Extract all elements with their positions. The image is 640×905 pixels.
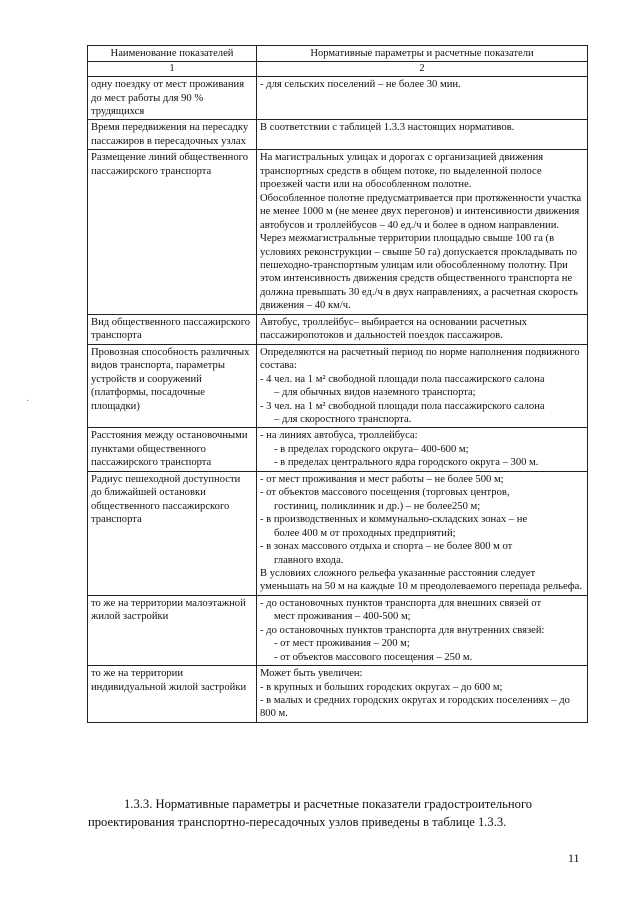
parameters-cell xyxy=(257,428,588,471)
indicator-name-cell: Радиус пешеходной доступности до ближайшей остановки общественного пассажирского транспорта xyxy=(88,471,257,595)
parameter-line: Определяются на расчетный период по норме наполнения подвижного состава: xyxy=(260,346,580,372)
parameters-cell xyxy=(257,314,588,344)
parameter-line: более 400 м от проходных предприятий; xyxy=(274,527,456,539)
table-row xyxy=(88,150,588,314)
indicator-name-cell: Расстояния между остановочными пунктами общественного пассажирского транспорта xyxy=(88,428,257,471)
parameter-line: мест проживания – 400-500 м; xyxy=(274,611,411,623)
parameters-cell xyxy=(257,471,588,595)
indicator-name-cell: Размещение линий общественного пассажирского транспорта xyxy=(88,150,257,314)
footer-paragraph: 1.3.3. Нормативные параметры и расчетные показатели градостроительного проектирования транспортно-пересадочных узлов приведены в таблице 1.3.3. xyxy=(88,797,533,830)
parameter-line: - в зонах массового отдыха и спорта – не более 800 м от xyxy=(260,541,513,553)
indicator-name-cell: Время передвижения на пересадку пассажиров в пересадочных узлах xyxy=(88,120,257,150)
parameter-line: главного входа. xyxy=(274,554,344,566)
parameter-line: В условиях сложного рельефа указанные расстояния следует уменьшать на 50 м на каждые 10 м преодолеваемого перепада рельефа. xyxy=(260,567,582,593)
parameters-cell xyxy=(257,344,588,428)
parameter-line: В соответствии с таблицей 1.3.3 настоящих нормативов. xyxy=(260,122,515,134)
parameter-line: - от мест проживания – 200 м; xyxy=(274,638,410,650)
table-header-row xyxy=(88,46,588,62)
indicator-name-cell: Вид общественного пассажирского транспорта xyxy=(88,314,257,344)
parameter-line: - для сельских поселений – не более 30 мин. xyxy=(260,79,461,91)
margin-mark: · xyxy=(26,396,30,407)
norms-table xyxy=(87,45,588,723)
parameter-line: - до остановочных пунктов транспорта для внешних связей от xyxy=(260,597,542,609)
parameter-line: – для скоростного транспорта. xyxy=(274,413,412,425)
table-body xyxy=(88,77,588,723)
parameter-line: - 3 чел. на 1 м² свободной площади пола пассажирского салона xyxy=(260,400,545,412)
indicator-name-cell: то же на территории индивидуальной жилой застройки xyxy=(88,666,257,723)
parameter-line: - в малых и средних городских округах и городских поселениях – до 800 м. xyxy=(260,695,570,720)
parameter-line: гостиниц, поликлиник и др.) – не более250 м; xyxy=(274,500,481,512)
parameter-line: Может быть увеличен: xyxy=(260,668,363,680)
column-header-name: Наименование показателей xyxy=(88,46,257,62)
parameter-line: - от объектов массового посещения – 250 м. xyxy=(274,651,473,663)
column-number-1: 1 xyxy=(88,62,257,77)
indicator-name-cell: Провозная способность различных видов транспорта, параметры устройств и сооружений (платформы, посадочные площадки) xyxy=(88,344,257,428)
parameters-cell xyxy=(257,150,588,314)
parameters-cell xyxy=(257,120,588,150)
parameter-line: - от объектов массового посещения (торговых центров, xyxy=(260,487,510,499)
parameter-line: Автобус, троллейбус– выбирается на основании расчетных пассажиропотоков и дальностей поездок пассажиров. xyxy=(260,316,528,342)
parameter-line: - в производственных и коммунально-складских зонах – не xyxy=(260,514,528,526)
parameter-line: - в пределах городского округа– 400-600 м; xyxy=(274,443,469,455)
parameters-cell xyxy=(257,595,588,665)
indicator-name-cell: одну поездку от мест проживания до мест работы для 90 % трудящихся xyxy=(88,77,257,120)
table-row xyxy=(88,471,588,595)
parameter-line: Обособленное полотне предусматривается при протяженности участка не менее 1000 м (не менее двух перегонов) и интенсивности движения автобусов и троллейбусов – 40 ед./ч и более в одном направлении. xyxy=(260,192,582,231)
parameters-cell xyxy=(257,77,588,120)
table-row xyxy=(88,344,588,428)
column-number-2: 2 xyxy=(257,62,588,77)
parameter-line: - до остановочных пунктов транспорта для внутренних связей: xyxy=(260,624,545,636)
table-row xyxy=(88,77,588,120)
parameter-line: - 4 чел. на 1 м² свободной площади пола пассажирского салона xyxy=(260,373,545,385)
parameter-line: - на линиях автобуса, троллейбуса: xyxy=(260,430,418,442)
table-row xyxy=(88,666,588,723)
parameter-line: – для обычных видов наземного транспорта; xyxy=(274,387,476,399)
page-number: 11 xyxy=(568,851,580,865)
table-row xyxy=(88,120,588,150)
table-row xyxy=(88,314,588,344)
table-column-number-row xyxy=(88,62,588,77)
parameter-line: - от мест проживания и мест работы – не более 500 м; xyxy=(260,473,504,485)
indicator-name-cell: то же на территории малоэтажной жилой застройки xyxy=(88,595,257,665)
column-header-params: Нормативные параметры и расчетные показатели xyxy=(257,46,588,62)
parameters-cell xyxy=(257,666,588,723)
parameter-line: - в пределах центрального ядра городского округа – 300 м. xyxy=(274,457,539,469)
table-row xyxy=(88,595,588,665)
parameter-line: На магистральных улицах и дорогах с организацией движения транспортных средств в общем потоке, по выделенной полосе проезжей части или на обособленном полотне. xyxy=(260,152,544,191)
parameter-line: Через межмагистральные территории площадью свыше 100 га (в условиях реконструкции – свыше 50 га) допускается прокладывать по пешеходно-транспортным улицам или обособленному полотну. При этом интенсивность движения средств общественного транспорта не должна превышать 30 ед./ч в двух направлениях, а расчетная скорость движения – 40 км/ч. xyxy=(260,233,578,312)
parameter-line: - в крупных и больших городских округах – до 600 м; xyxy=(260,681,503,693)
table-row xyxy=(88,428,588,471)
